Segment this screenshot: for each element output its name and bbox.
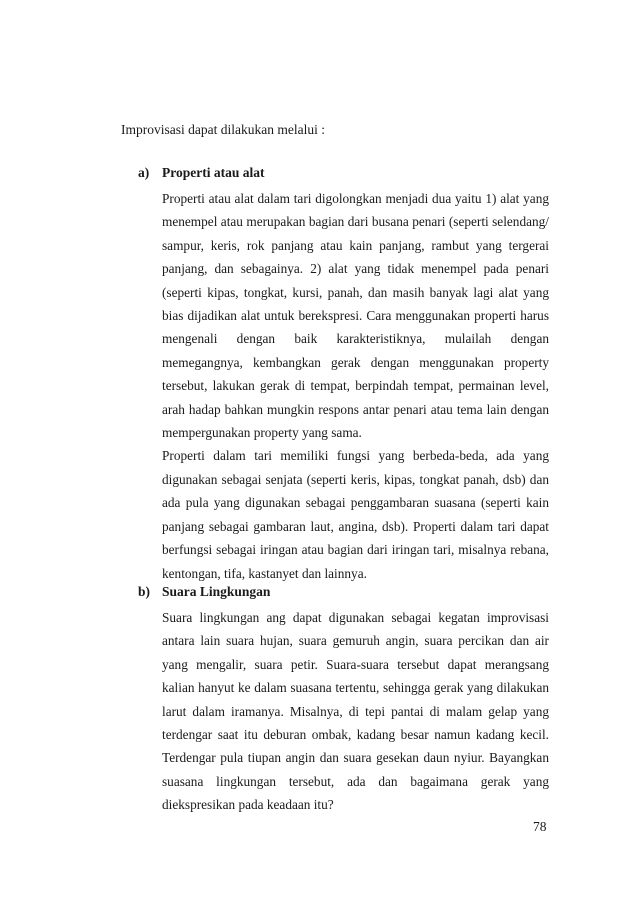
paragraph: Properti atau alat dalam tari digolongkan menjadi dua yaitu 1) alat yang menempel atau merupakan bagian dari busana penari (seperti selendang/ sampur, keris, rok panjang atau kain panjang, rambut yang tergerai panjang, dan sebagainya. 2) alat yang tidak menempel pada penari (seperti kipas, tongkat, kursi, panah, dan masih banyak lagi alat yang bias dijadikan alat untuk berekspresi. Cara menggunakan properti harus mengenali dengan baik karakteristiknya, mulailah dengan memegangnya, kembangkan gerak dengan menggunakan property tersebut, lakukan gerak di tempat, berpindah tempat, permainan level, arah hadap bahkan mungkin respons antar penari atau tema lain dengan mempergunakan property yang sama. [162, 191, 549, 441]
paragraph: Properti dalam tari memiliki fungsi yang berbeda-beda, ada yang digunakan sebagai senjata (seperti keris, kipas, tongkat panah, dsb) dan ada pula yang digunakan sebagai penggambaran suasana (seperti kain panjang sebagai gambaran laut, angina, dsb). Properti dalam tari dapat berfungsi sebagai iringan atau bagian dari iringan tari, misalnya rebana, kentongan, tifa, kastanyet dan lainnya. [162, 448, 549, 581]
section-heading [138, 583, 562, 601]
paragraph: Suara lingkungan ang dapat digunakan sebagai kegatan improvisasi antara lain suara hujan, suara gemuruh angin, suara percikan dan air yang mengalir, suara petir. Suara-suara tersebut dapat merangsang kalian hanyut ke dalam suasana tertentu, sehingga gerak yang dilakukan larut dalam iramanya. Misalnya, di tepi pantai di malam gelap yang terdengar saat itu deburan ombak, kadang besar namun kadang kecil. Terdengar pula tiupan angin dan suara gesekan daun nyiur. Bayangkan suasana lingkungan tersebut, ada dan bagaimana gerak yang diekspresikan pada keadaan itu? [162, 610, 549, 813]
section-body [162, 606, 549, 817]
section-title: Suara Lingkungan [162, 584, 271, 599]
section-properti [138, 164, 562, 585]
list-marker: a) [138, 165, 150, 180]
section-body [162, 187, 549, 585]
list-marker: b) [138, 584, 151, 599]
intro-text: Improvisasi dapat dilakukan melalui : [121, 122, 325, 137]
section-heading [138, 164, 562, 182]
page-number: 78 [533, 819, 547, 834]
section-title: Properti atau alat [162, 165, 265, 180]
section-suara-lingkungan [138, 583, 562, 817]
